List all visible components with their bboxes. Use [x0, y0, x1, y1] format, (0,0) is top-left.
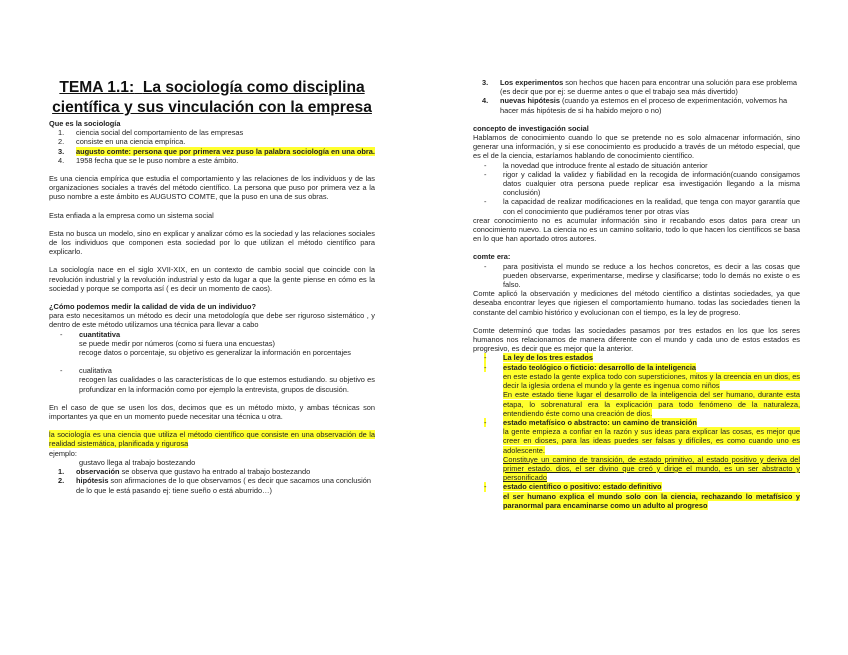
section-heading: ¿Cómo podemos medir la calidad de vida de un individuo? [49, 302, 256, 312]
paragraph: Esta no busca un modelo, sino en explicar y analizar cómo es la sociedad y las relaciones sociales de los individuos que componen esta sociedad por lo que utilizan el método científico para explicarlo. [49, 228, 375, 257]
list-item: 1. ciencia social del comportamiento de las empresas [58, 128, 244, 138]
paragraph: Esta enfiada a la empresa como un sistema social [49, 210, 214, 220]
section-heading: concepto de investigación social [473, 123, 589, 133]
bullet-list [473, 482, 800, 491]
list-item: - para positivista el mundo se reduce a los hechos concretos, es decir a las cosas que pueden observarse, experimentarse, medirse y clasificarse; todo lo demás no existe o es falso. [484, 261, 800, 290]
example-line: gustavo llega al trabajo bostezando [79, 457, 196, 467]
bullet-list [473, 353, 800, 371]
paragraph: Hablamos de conocimiento cuando lo que se pretende no es solo almacenar información, sino generar una información, y si ese conocimiento es producido a través de un método especial, que es el de la ciencia, estaríamos hablando de conocimiento científico. [473, 133, 800, 161]
paragraph: crear conocimiento no es acumular información sino ir recabando esos datos para crear un conocimiento nuevo. La ciencia no es un camino solitario, todo lo que hacen los científicos se basa en lo que han aportado otros autores. [473, 215, 800, 244]
bullet-list [473, 161, 800, 216]
list-detail: recogen las cualidades o las características de lo que estemos estudiando. su objetivo es profundizar en la información como por ejemplo la entrevista, grupos de discusión. [79, 375, 375, 394]
list-item: - cualitativa [60, 366, 112, 376]
bullet-list [473, 262, 800, 290]
paragraph: La sociología nace en el siglo XVII-XIX, en un contexto de cambio social que coincide con la revolución industrial y la revolución industrial y esto da lugar a que la gente piense en cómo es la sociedad y porque se comporta así ( es decir un momento de caos). [49, 265, 375, 293]
section-heading: comte era: [473, 252, 511, 262]
list-item: - estado teológico o ficticio: desarrollo de la inteligencia [484, 362, 697, 372]
list-item: 2. consiste en una ciencia empírica. [58, 137, 186, 147]
list-item: - estado metafísico o abstracto: un camino de transición [484, 417, 697, 427]
state-detail: En este estado tiene lugar el desarrollo de la inteligencia del ser humano, durante esta etapa, lo sobrenatural era la explicación para todo fenómeno de la naturaleza, entendiendo éste como una creación de dios. [503, 390, 800, 418]
list-item: 4. nuevas hipótesis (cuando ya estemos en el proceso de experimentación, volvemos ha hacer más hipótesis de si ha habido mejoro o no) [482, 96, 788, 115]
bullet-list [473, 418, 800, 427]
state-detail: en este estado la gente explica todo con supersticiones, mitos y la creencia en un dios, es decir la iglesia ordena el mundo y la gente es ingenua como niños [503, 371, 800, 391]
list-item: 3. Los experimentos son hechos que hacen para encontrar una solución para ese problema (es decir que por ej: se duerme antes o que el trabajo sea más divertido) [482, 78, 798, 97]
bullet-list [49, 330, 375, 339]
section-heading: Que es la sociología [49, 119, 121, 128]
example-label: ejemplo: [49, 448, 77, 458]
paragraph: Es una ciencia empírica que estudia el comportamiento y las relaciones de los individuos y de las organizaciones sociales a través del método científico. La persona que puso por primera vez a la puso nombre a este ámbito es AUGUSTO COMTE, que la puso en una de sus obras. [49, 174, 375, 202]
list-item: 2. hipótesis son afirmaciones de lo que observamos ( es decir que sacamos una conclusión de lo que le está pasando ej: tiene sueño o está aburrido…) [58, 476, 371, 495]
list-item: - rigor y calidad la validez y fiabilidad en la recogida de información(cuando consigamos datos cualquier otra persona puede replicar esa investigación llegando a la misma conclusión) [484, 169, 800, 198]
right-column [473, 78, 800, 510]
numbered-list [49, 128, 375, 165]
numbered-list [473, 78, 800, 115]
numbered-list [49, 467, 375, 495]
state-detail: Constituye un camino de transición, de estado primitivo, al estado positivo y deriva del primer estado. dios, el ser divino que creó y dirige el mundo, es un ser abstracto y personificado [503, 454, 800, 483]
state-detail: la gente empieza a confiar en la razón y sus ideas para explicar las cosas, es mejor que creer en dioses, para las ideas puedes ser falsas y difíciles, es como cuando uno es adolescente. [503, 427, 800, 455]
list-detail: se puede medir por números (como si fuera una encuestas) [79, 338, 275, 348]
left-column [49, 78, 375, 495]
paragraph: para esto necesitamos un método es decir una metodología que debe ser riguroso sistemático , y dentro de este método utilizamos una técnica para llevar a cabo [49, 311, 375, 330]
list-item: - la novedad que introduce frente al estado de situación anterior [484, 160, 708, 170]
list-item: - la capacidad de realizar modificaciones en la realidad, que tenga con mayor garantía que con el conocimiento que pudiéramos tener por otras vías [484, 197, 800, 216]
state-detail: el ser humano explica el mundo solo con la ciencia, rechazando lo metafísico y paranormal para encaminarse como un adulto al progreso [503, 491, 800, 510]
list-item: 3. augusto comte: persona que por primera vez puso la palabra sociología en una obra. [58, 146, 375, 156]
list-item: - La ley de los tres estados [484, 353, 593, 363]
paragraph: Comte determinó que todas las sociedades pasamos por tres estados en los que los seres humanos nos relacionamos de manera diferente con el mundo y cada uno de estos estados es progresivo, es decir que es mejor que la anterior. [473, 325, 800, 354]
paragraph: Comte aplicó la observación y mediciones del método científico a distintas sociedades, ya que deseaba encontrar leyes que rigiesen el comportamiento humano. todas las sociedades tienen la constante del cambio histórico y evolucionan con el tiempo, es la ley de progreso. [473, 289, 800, 317]
bullet-list [49, 366, 375, 375]
list-item: 4. 1958 fecha que se le puso nombre a este ámbito. [58, 155, 239, 165]
list-item: 1. observación se observa que gustavo ha entrado al trabajo bostezando [58, 467, 311, 477]
page-title: TEMA 1.1: La sociología como disciplina científica y sus vinculación con la empresa [52, 79, 372, 116]
definition: la sociología es una ciencia que utiliza el método científico que consiste en una observación de la realidad sistemática, planificada y rigurosa [49, 430, 375, 449]
list-item: - cuantitativa [60, 329, 121, 339]
paragraph: En el caso de que se usen los dos, decimos que es un método mixto, y ambas técnicas son importantes ya que en un momento puede necesitar una técnica u otra. [49, 402, 375, 422]
list-item: - estado científico o positivo: estado definitivo [484, 482, 662, 492]
list-detail: recoge datos o porcentaje, su objetivo es generalizar la información en porcentajes [79, 348, 351, 358]
